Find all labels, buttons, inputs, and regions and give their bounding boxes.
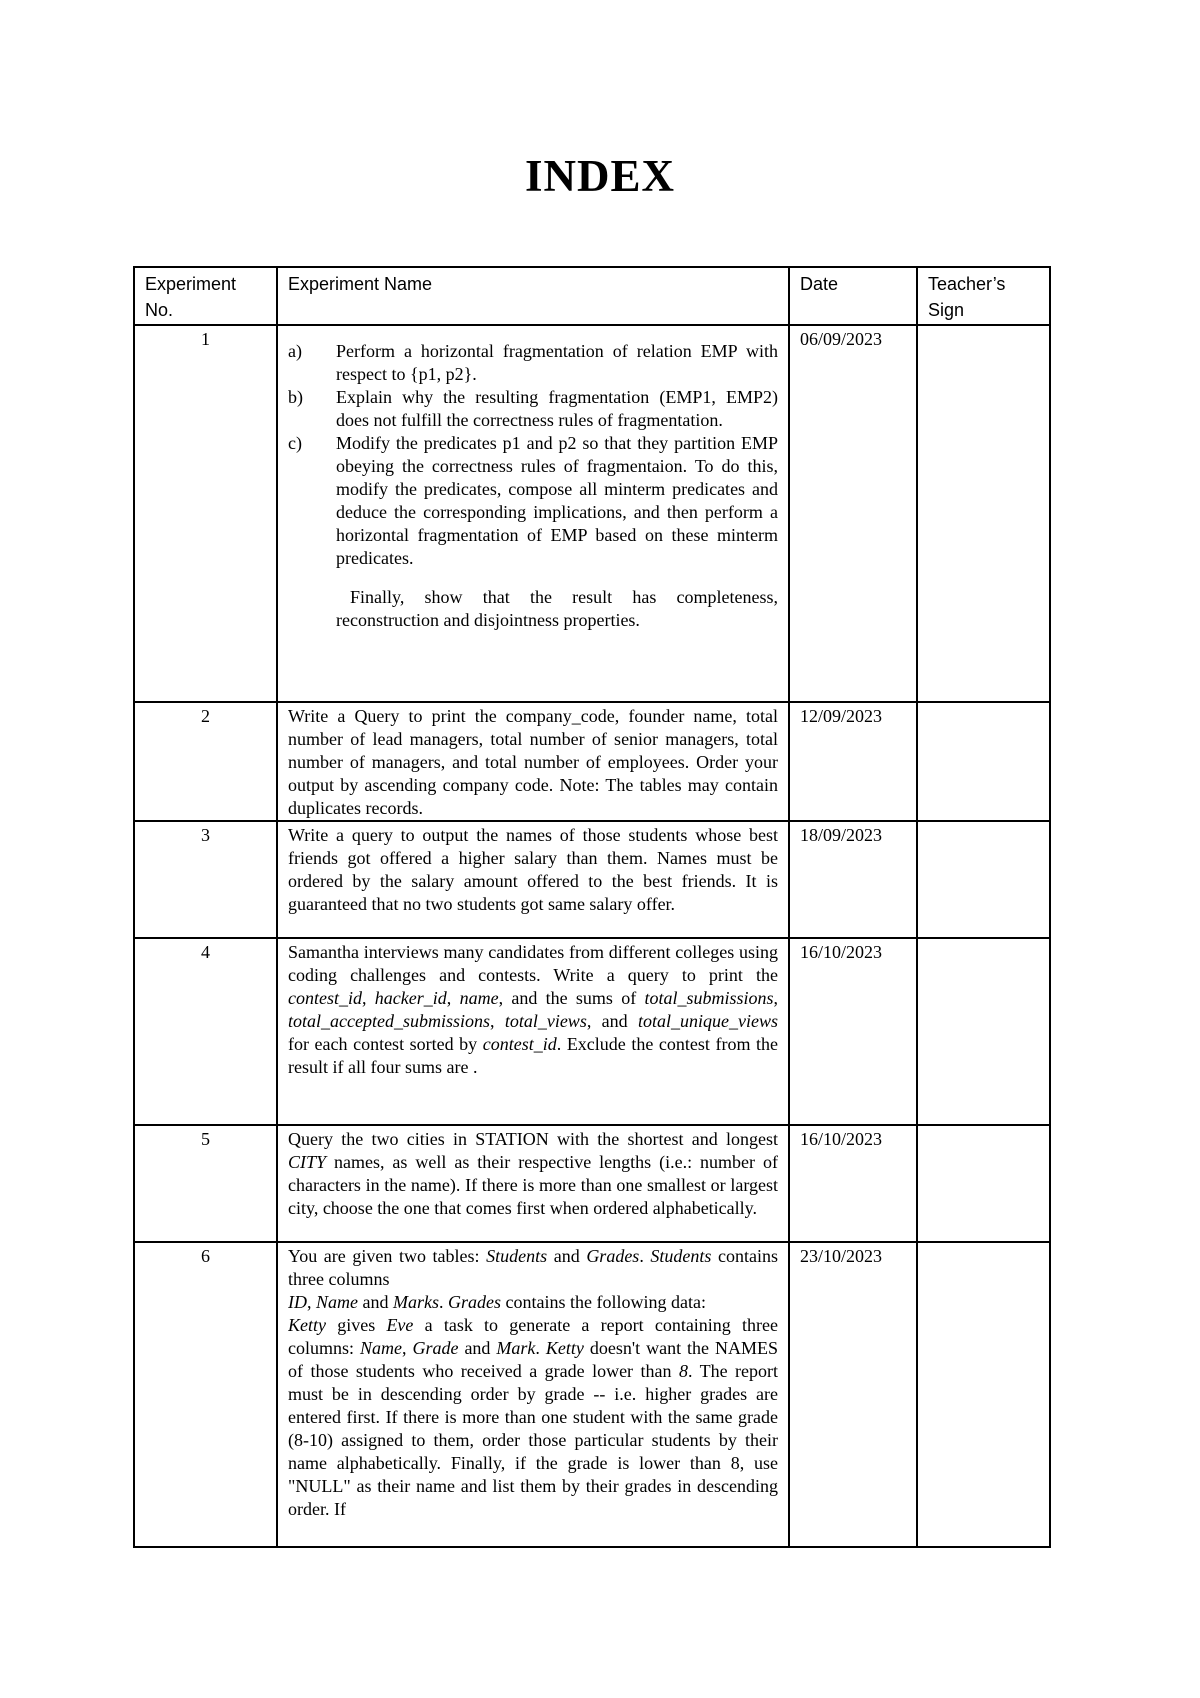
header-teacher-sign: Teacher’s Sign (917, 267, 1050, 325)
experiment-number: 4 (134, 938, 277, 1125)
experiment-number: 2 (134, 702, 277, 821)
experiment-name: Samantha interviews many candidates from different colleges using coding challenges and contests. Write a query to print the contest_id, hacker_id, name, and the sums of total_submissions, total_accepted_submissions, total_views, and total_unique_views for each contest sorted by contest_id. Exclude the contest from the result if all four sums are . (277, 938, 789, 1125)
experiment-number: 5 (134, 1125, 277, 1242)
experiment-name: Write a Query to print the company_code, founder name, total number of lead managers, total number of senior managers, total number of managers, and total number of employees. Order your output by ascending company code. Note: The tables may contain duplicates records. (277, 702, 789, 821)
experiment-number: 1 (134, 325, 277, 702)
list-item: b) Explain why the resulting fragmentation (EMP1, EMP2) does not fulfill the correctness rules of fragmentation. (288, 387, 778, 430)
experiment-name: Query the two cities in STATION with the shortest and longest CITY names, as well as their respective lengths (i.e.: number of characters in the name). If there is more than one smallest or largest city, choose the one that comes first when ordered alphabetically. (277, 1125, 789, 1242)
teacher-sign-cell (917, 821, 1050, 938)
table-row (134, 1125, 1050, 1242)
table-row (134, 702, 1050, 821)
index-table (133, 266, 1051, 1548)
experiment-date: 23/10/2023 (789, 1242, 917, 1547)
teacher-sign-cell (917, 1242, 1050, 1547)
header-experiment-no: Experiment No. (134, 267, 277, 325)
experiment-parts-list (288, 340, 778, 570)
experiment-name: Write a query to output the names of those students whose best friends got offered a higher salary than them. Names must be ordered by the salary amount offered to the best friends. It is guaranteed that no two students got same salary offer. (277, 821, 789, 938)
experiment-final-note: Finally, show that the result has completeness, reconstruction and disjointness properties. (336, 587, 778, 630)
experiment-date: 18/09/2023 (789, 821, 917, 938)
experiment-number: 3 (134, 821, 277, 938)
teacher-sign-cell (917, 938, 1050, 1125)
list-item: a) Perform a horizontal fragmentation of relation EMP with respect to {p1, p2}. (288, 341, 778, 384)
teacher-sign-cell (917, 1125, 1050, 1242)
experiment-date: 06/09/2023 (789, 325, 917, 702)
experiment-date: 16/10/2023 (789, 1125, 917, 1242)
header-experiment-name: Experiment Name (277, 267, 789, 325)
list-item: c) Modify the predicates p1 and p2 so that they partition EMP obeying the correctness rules of fragmentaion. To do this, modify the predicates, compose all minterm predicates and deduce the corresponding implications, and then perform a horizontal fragmentation of EMP based on these minterm predicates. (288, 433, 778, 568)
experiment-number: 6 (134, 1242, 277, 1547)
experiment-name (277, 325, 789, 702)
header-row (134, 267, 1050, 325)
teacher-sign-cell (917, 702, 1050, 821)
page-title: INDEX (524, 151, 676, 201)
experiment-date: 16/10/2023 (789, 938, 917, 1125)
header-date: Date (789, 267, 917, 325)
table-row (134, 325, 1050, 702)
table-row (134, 938, 1050, 1125)
teacher-sign-cell (917, 325, 1050, 702)
experiment-date: 12/09/2023 (789, 702, 917, 821)
table-row (134, 1242, 1050, 1547)
table-row (134, 821, 1050, 938)
experiment-name: You are given two tables: Students and Grades. Students contains three columns ID, Name and Marks. Grades contains the following data: Ketty gives Eve a task to generate a report containing three columns: Name, Grade and Mark. Ketty doesn't want the NAMES of those students who received a grade lower than 8. The report must be in descending order by grade -- i.e. higher grades are entered first. If there is more than one student with the same grade (8-10) assigned to them, order those particular students by their name alphabetically. Finally, if the grade is lower than 8, use "NULL" as their name and list them by their grades in descending order. If (277, 1242, 789, 1547)
